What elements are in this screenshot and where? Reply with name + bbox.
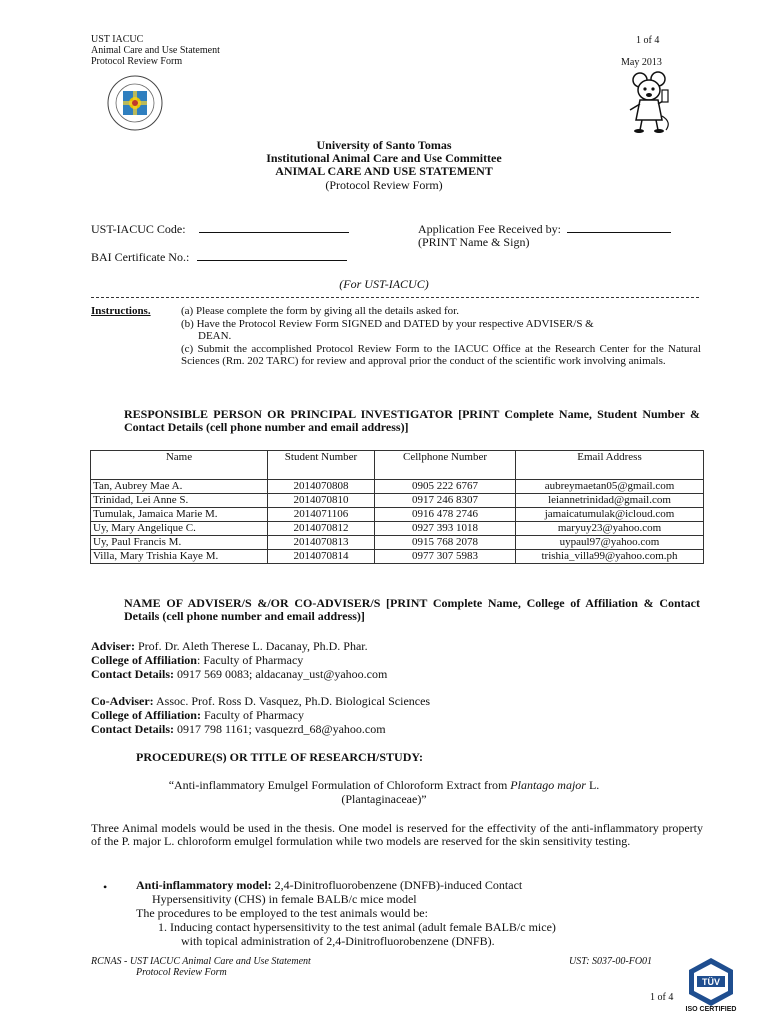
cell-name: Tumulak, Jamaica Marie M. [91, 508, 268, 522]
header-line2: Animal Care and Use Statement [91, 45, 220, 56]
cell-cellphone: 0916 478 2746 [375, 508, 516, 522]
adviser-value: Prof. Dr. Aleth Therese L. Dacanay, Ph.D. Phar. [138, 639, 368, 653]
cell-name: Uy, Mary Angelique C. [91, 522, 268, 536]
co-adviser-college-label: College of Affiliation: [91, 708, 201, 722]
instruction-b: (b) Have the Protocol Review Form SIGNED and DATED by your respective ADVISER/S & [181, 317, 594, 330]
adviser-line [91, 640, 368, 653]
footer-page: 1 of 4 [650, 992, 674, 1003]
header-page: 1 of 4 [636, 35, 660, 46]
adviser-college-value: : Faculty of Pharmacy [196, 653, 304, 667]
university-name: University of Santo Tomas [316, 138, 452, 152]
co-adviser-line [91, 695, 430, 708]
bullet-line [136, 879, 522, 892]
cell-email: leiannetrinidad@gmail.com [516, 494, 704, 508]
cell-email: jamaicatumulak@icloud.com [516, 508, 704, 522]
co-adviser-college-line [91, 709, 304, 722]
col-email: Email Address [516, 451, 704, 480]
procedures-intro: The procedures to be employed to the test animals would be: [136, 906, 428, 920]
cell-student-number: 2014071106 [268, 508, 375, 522]
cell-student-number: 2014070810 [268, 494, 375, 508]
bullet-text: 2,4-Dinitrofluorobenzene (DNFB)-induced Contact [274, 878, 523, 892]
table-row [91, 536, 704, 550]
for-iacuc-note: (For UST-IACUC) [339, 277, 429, 291]
iacuc-code-blank[interactable] [199, 222, 349, 233]
col-student-number: Student Number [268, 451, 375, 480]
cell-student-number: 2014070814 [268, 550, 375, 564]
fee-sublabel: (PRINT Name & Sign) [418, 235, 530, 249]
cell-student-number: 2014070812 [268, 522, 375, 536]
cell-email: uypaul97@yahoo.com [516, 536, 704, 550]
cell-name: Trinidad, Lei Anne S. [91, 494, 268, 508]
fee-blank[interactable] [567, 222, 671, 233]
footer-left [91, 956, 311, 978]
footer-line1: RCNAS - UST IACUC Animal Care and Use Statement [91, 956, 311, 967]
cell-email: maryuy23@yahoo.com [516, 522, 704, 536]
header-date: May 2013 [621, 57, 662, 68]
cell-email: aubreymaetan05@gmail.com [516, 480, 704, 494]
table-row [91, 480, 704, 494]
table-row [91, 522, 704, 536]
co-adviser-contact-line [91, 723, 386, 736]
table-row [91, 508, 704, 522]
fee-label: Application Fee Received by: [418, 222, 561, 236]
university-seal-logo [106, 74, 164, 132]
adviser-label: Adviser: [91, 639, 135, 653]
study-title [0, 779, 768, 792]
adviser-college-line [91, 654, 303, 667]
form-subtitle: (Protocol Review Form) [325, 178, 443, 192]
table-row [91, 550, 704, 564]
iso-text: ISO CERTIFIED [685, 1006, 737, 1012]
procedure-step-1: 1. Inducing contact hypersensitivity to the test animal (adult female BALB/c mice) [158, 920, 556, 934]
adviser-contact-label: Contact Details: [91, 667, 174, 681]
table-row [91, 494, 704, 508]
bullet-text-cont: Hypersensitivity (CHS) in female BALB/c mice model [152, 892, 417, 906]
cell-cellphone: 0915 768 2078 [375, 536, 516, 550]
tuv-text: TÜV [702, 977, 720, 987]
col-cellphone: Cellphone Number [375, 451, 516, 480]
tuv-iso-certified-logo [683, 956, 739, 1012]
procedure-heading: PROCEDURE(S) OR TITLE OF RESEARCH/STUDY: [136, 750, 423, 764]
iacuc-code-label: UST-IACUC Code: [91, 222, 186, 236]
instruction-c: (c) Submit the accomplished Protocol Review Form to the IACUC Office at the Research Center for the Natural Sciences (Rm. 202 TARC) for review and approval prior the conduct of the scientific work involving animals. [181, 342, 701, 367]
study-title-post: L. [585, 778, 600, 792]
divider [91, 297, 699, 298]
pi-section-heading: RESPONSIBLE PERSON OR PRINCIPAL INVESTIGATOR [PRINT Complete Name, Student Number & Contact Details (cell phone number and email address)] [124, 407, 700, 434]
header-line3: Protocol Review Form [91, 56, 183, 67]
study-title-species: Plantago major [510, 778, 586, 792]
co-adviser-label: Co-Adviser: [91, 694, 154, 708]
cell-student-number: 2014070808 [268, 480, 375, 494]
header-org: UST IACUC [91, 34, 144, 45]
footer-line2: Protocol Review Form [136, 967, 227, 978]
co-adviser-college-value: Faculty of Pharmacy [203, 708, 304, 722]
cell-cellphone: 0927 393 1018 [375, 522, 516, 536]
bai-label: BAI Certificate No.: [91, 250, 190, 264]
adviser-contact-value: 0917 569 0083; aldacanay_ust@yahoo.com [176, 667, 388, 681]
cell-cellphone: 0917 246 8307 [375, 494, 516, 508]
cell-name: Uy, Paul Francis M. [91, 536, 268, 550]
bai-blank[interactable] [197, 250, 347, 261]
pi-table [90, 450, 704, 564]
procedure-step-1-cont: with topical administration of 2,4-Dinitrofluorobenzene (DNFB). [181, 934, 495, 948]
form-title: ANIMAL CARE AND USE STATEMENT [275, 164, 493, 178]
cell-cellphone: 0977 307 5983 [375, 550, 516, 564]
instructions-label: Instructions. [91, 305, 151, 317]
cell-name: Villa, Mary Trishia Kaye M. [91, 550, 268, 564]
header-block [91, 34, 220, 67]
cell-cellphone: 0905 222 6767 [375, 480, 516, 494]
pi-table-header [91, 451, 704, 480]
adviser-college-label: College of Affiliation [91, 653, 197, 667]
cell-name: Tan, Aubrey Mae A. [91, 480, 268, 494]
adviser-contact-line [91, 668, 387, 681]
bai-field [91, 250, 347, 264]
study-title-line2: (Plantaginaceae)” [341, 792, 427, 806]
instruction-a: (a) Please complete the form by giving all the details asked for. [181, 305, 459, 317]
adviser-section-heading: NAME OF ADVISER/S &/OR CO-ADVISER/S [PRINT Complete Name, College of Affiliation & Contact Details (cell phone number and email address)] [124, 596, 700, 623]
fee-field [418, 222, 671, 236]
lab-mouse-mascot-icon [626, 70, 674, 134]
instruction-b-cont: DEAN. [198, 330, 232, 342]
committee-name: Institutional Animal Care and Use Committee [266, 151, 502, 165]
co-adviser-contact-label: Contact Details: [91, 722, 174, 736]
col-name: Name [91, 451, 268, 480]
study-paragraph: Three Animal models would be used in the thesis. One model is reserved for the effectivity of the anti-inflammatory property of the P. major L. chloroform emulgel formulation while two models are reserved for the skin sensitivity testing. [91, 821, 703, 848]
footer-doc-code: UST: S037-00-FO01 [569, 956, 653, 967]
cell-student-number: 2014070813 [268, 536, 375, 550]
cell-email: trishia_villa99@yahoo.com.ph [516, 550, 704, 564]
bullet-label: Anti-inflammatory model: [136, 878, 272, 892]
co-adviser-value: Assoc. Prof. Ross D. Vasquez, Ph.D. Biological Sciences [156, 694, 431, 708]
study-title-pre: “Anti-inflammatory Emulgel Formulation of Chloroform Extract from [168, 778, 511, 792]
co-adviser-contact-value: 0917 798 1161; vasquezrd_68@yahoo.com [176, 722, 386, 736]
bullet-dot-icon: • [103, 880, 108, 894]
iacuc-code-field [91, 222, 349, 236]
